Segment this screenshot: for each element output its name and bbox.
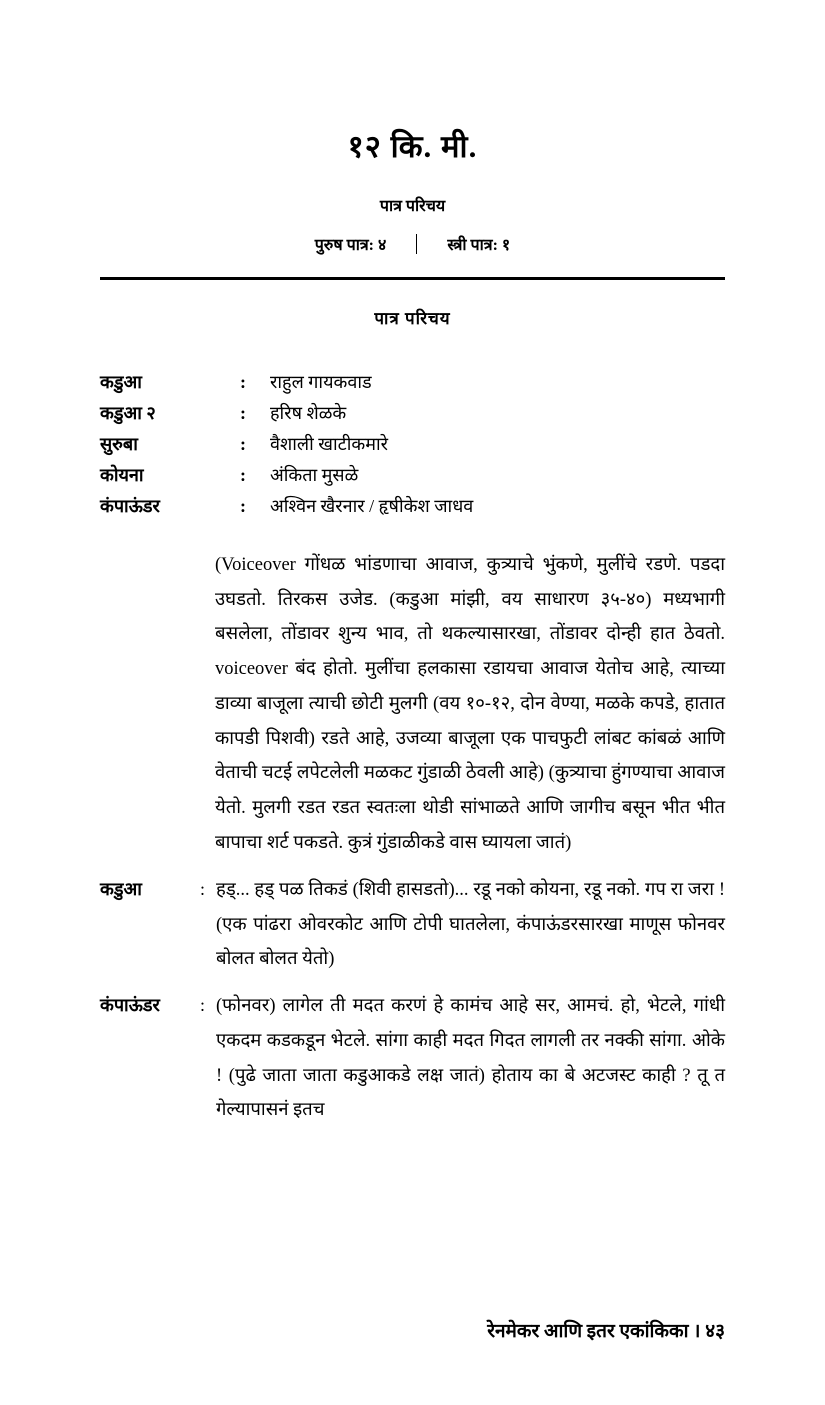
- actor-name: राहुल गायकवाड: [270, 372, 372, 393]
- actor-name: वैशाली खाटीकमारे: [270, 434, 389, 454]
- script-body: [100, 548, 725, 1128]
- cast-counts: [100, 233, 725, 255]
- dialogue-speaker: कडुआ: [100, 878, 142, 899]
- dialogue-row: [100, 873, 725, 977]
- horizontal-rule: [100, 277, 725, 280]
- dialogue-text: (फोनवर) लागेल ती मदत करणं हे कामंच आहे सर, आमचं. हो, भेटले, गांधी एकदम कडकडून भेटले. सांगा काही मदत गिदत लागली तर नक्की सांगा. ओके ! (पुढे जाता जाता कडुआकडे लक्ष जातं) होताय का बे अटजस्ट काही ? तू त गेल्यापासनं इतच: [216, 996, 725, 1121]
- separator-colon: :: [200, 878, 206, 899]
- separator-colon: :: [240, 495, 246, 516]
- cast-heading: पात्र परिचय: [379, 198, 446, 216]
- character-list-heading: पात्र परिचय: [374, 309, 451, 329]
- character-name: कंपाऊंडर: [100, 495, 160, 516]
- character-list: [100, 367, 725, 522]
- separator-colon: :: [240, 434, 246, 454]
- separator-colon: :: [200, 995, 206, 1016]
- character-name: कोयना: [100, 464, 144, 485]
- dialogue-text: हड्... हड् पळ तिकडं (शिवी हासडतो)... रडू नको कोयना, रडू नको. गप रा जरा ! (एक पांढरा ओवरकोट आणि टोपी घातलेला, कंपाऊंडरसारखा माणूस फोनवर बोलत बोलत येतो): [216, 879, 725, 970]
- page: [0, 130, 825, 1405]
- list-item: [100, 491, 725, 522]
- character-name: कडुआ: [100, 372, 142, 393]
- actor-name: हरिष शेळके: [270, 403, 347, 424]
- list-item: [100, 460, 725, 491]
- stage-direction: (Voiceover गोंधळ भांडणाचा आवाज, कुत्र्याचे भुंकणे, मुलींचे रडणे. पडदा उघडतो. तिरकस उजेड. (कडुआ मांझी, वय साधारण ३५-४०) मध्यभागी बसलेला, तोंडावर शुन्य भाव, तो थकल्यासारखा, तोंडावर दोन्ही हात ठेवतो. voiceover बंद होतो. मुलींचा हलकासा रडायचा आवाज येतोच आहे, त्याच्या डाव्या बाजूला त्याची छोटी मुलगी (वय १०-१२, दोन वेण्या, मळके कपडे, हातात कापडी पिशवी) रडते आहे, उजव्या बाजूला एक पाचफुटी लांबट कांबळं आणि वेताची चटई लपेटलेली मळकट गुंडाळी ठेवली आहे) (कुत्र्याचा हुंगण्याचा आवाज येतो. मुलगी रडत रडत स्वतःला थोडी सांभाळते आणि जागीच बसून भीत भीत बापाचा शर्ट पकडते. कुत्रं गुंडाळीकडे वास घ्यायला जातं): [215, 554, 725, 853]
- list-item: [100, 398, 725, 429]
- list-item: [100, 429, 725, 460]
- page-title: १२ कि. मी.: [347, 129, 478, 164]
- dialogue-row: [100, 989, 725, 1128]
- page-footer: रेनमेकर आणि इतर एकांकिका । ४३: [487, 1321, 725, 1342]
- character-name: कडुआ २: [100, 403, 156, 424]
- separator-colon: :: [240, 372, 246, 393]
- character-name: सुरुबा: [100, 434, 138, 454]
- separator-colon: :: [240, 464, 246, 485]
- list-item: [100, 367, 725, 398]
- male-cast-count: पुरुष पात्र: ४: [314, 237, 387, 255]
- dialogue-speaker: कंपाऊंडर: [100, 995, 160, 1016]
- actor-name: अंकिता मुसळे: [270, 464, 359, 485]
- female-cast-count: स्त्री पात्र: १: [447, 237, 511, 255]
- actor-name: अश्विन खैरनार / हृषीकेश जाधव: [270, 495, 474, 516]
- separator-colon: :: [240, 403, 246, 424]
